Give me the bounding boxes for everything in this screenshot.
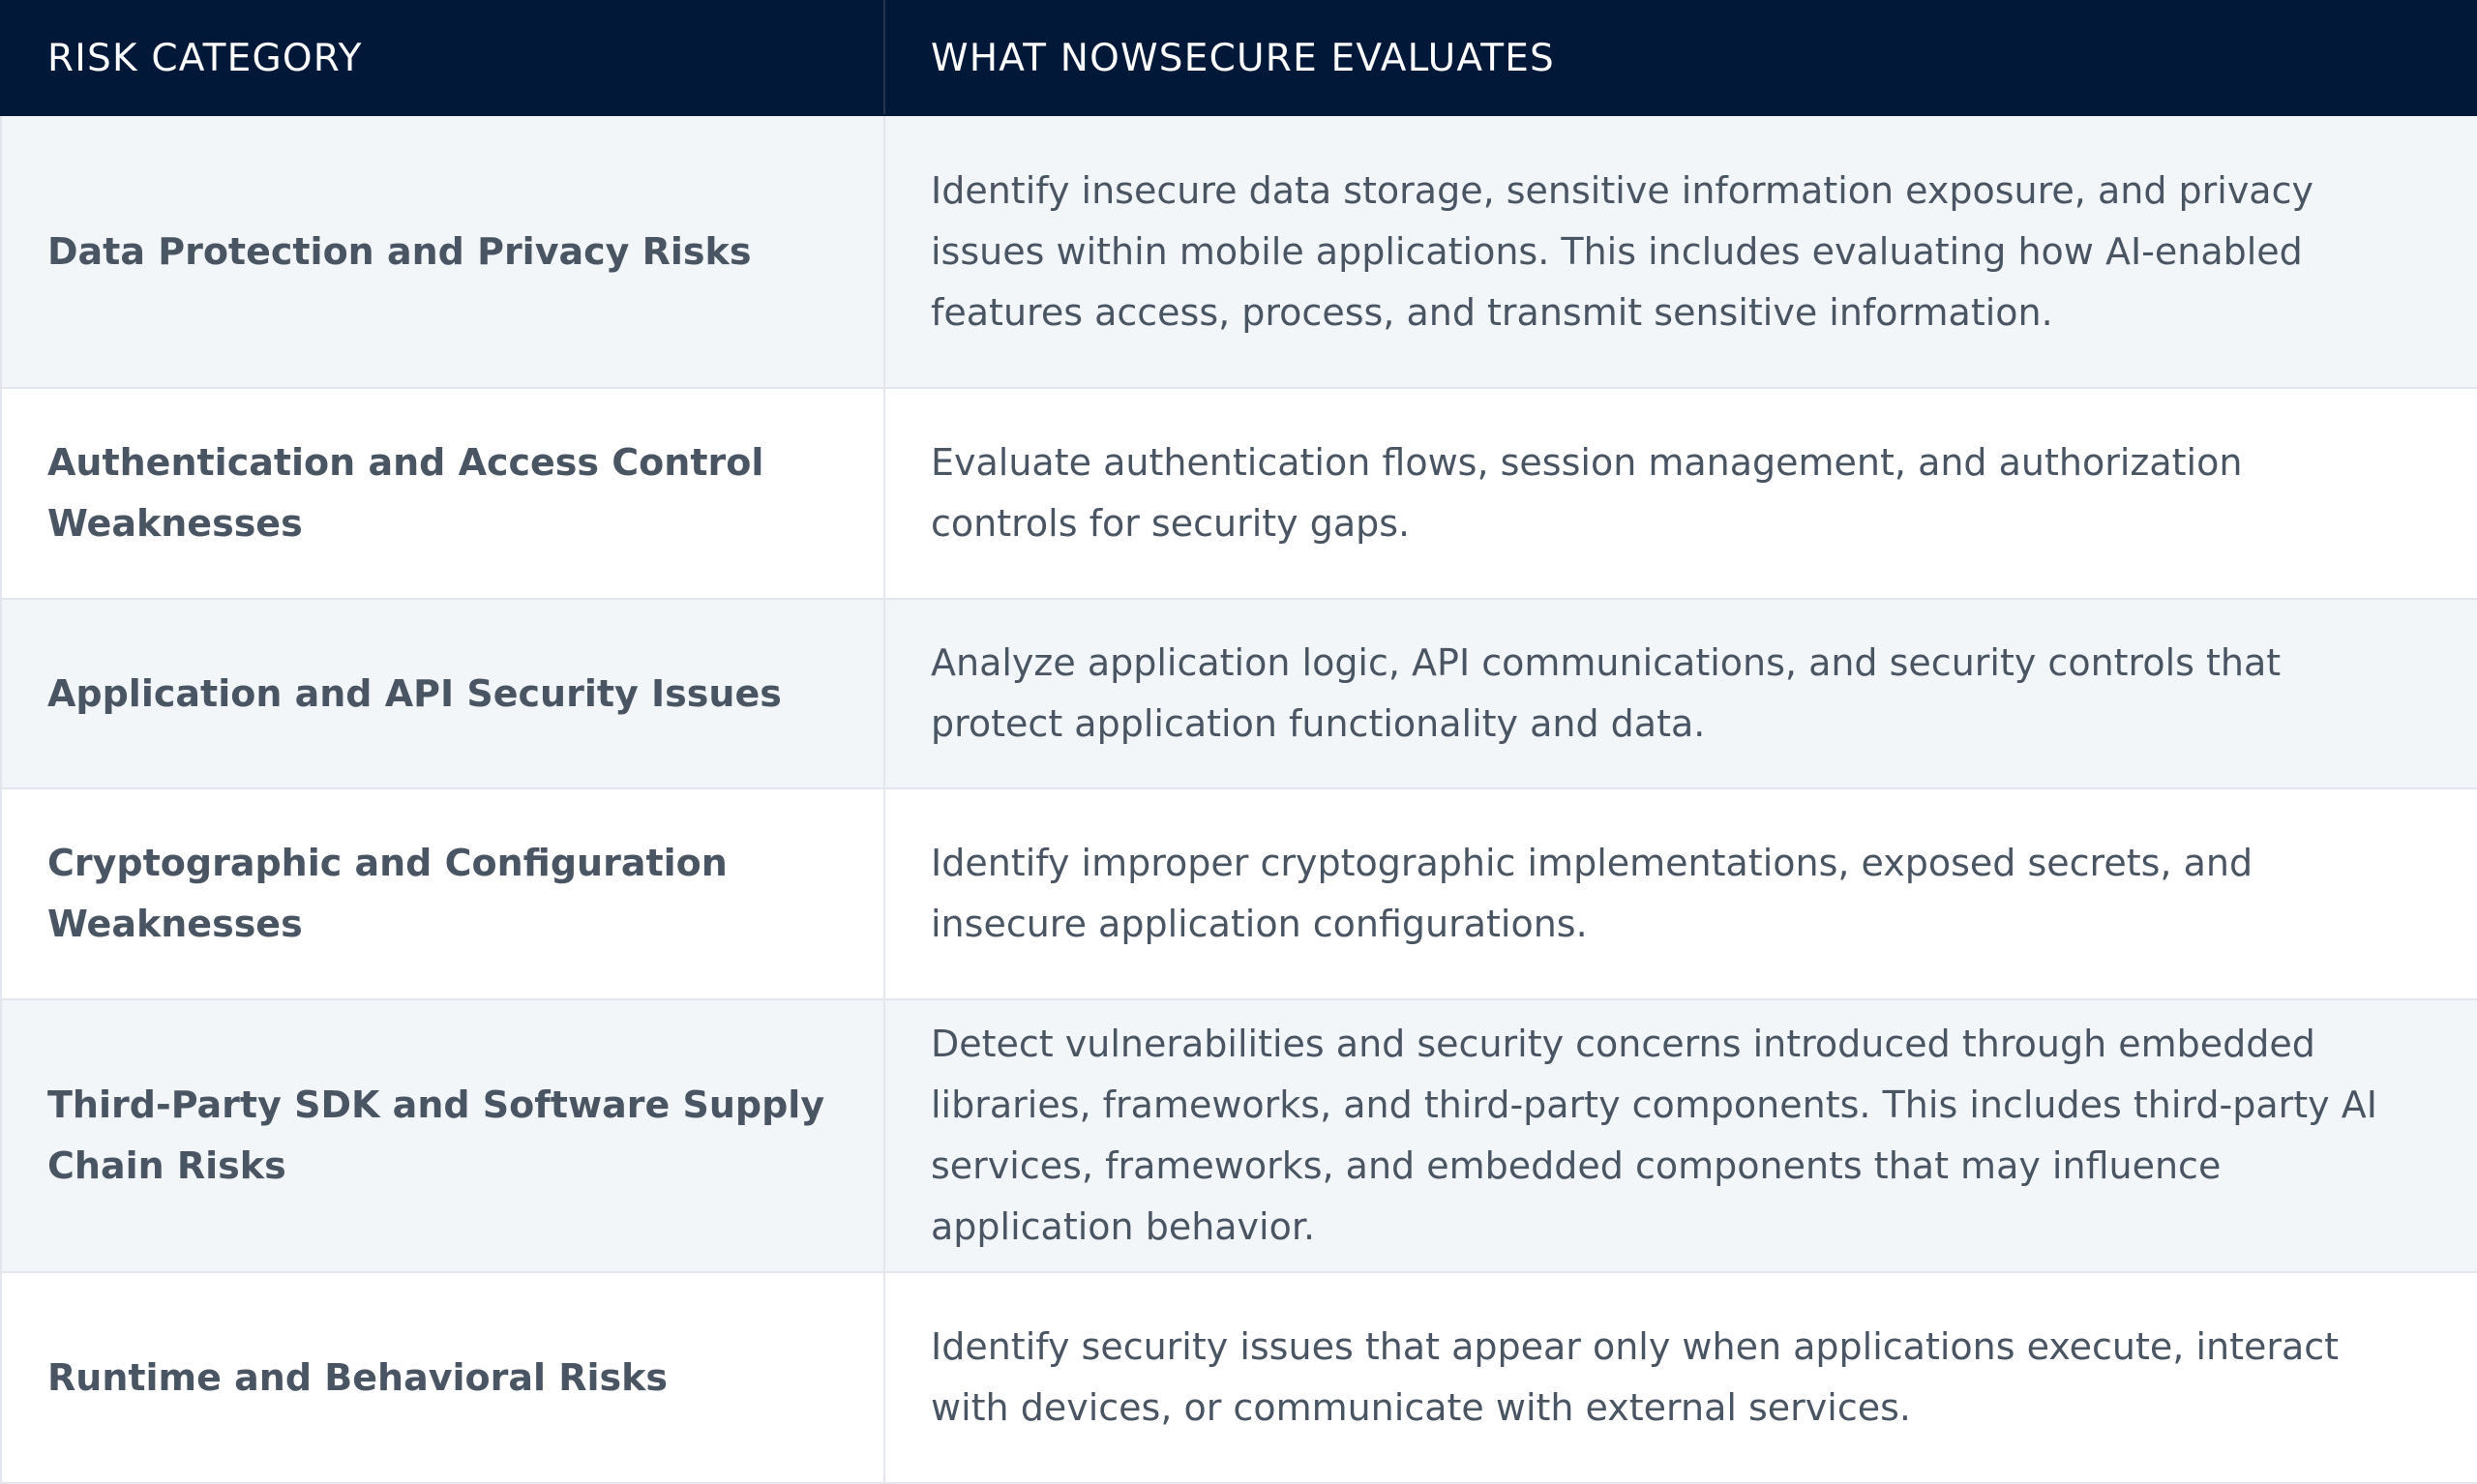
- risk-category-label: Data Protection and Privacy Risks: [47, 229, 752, 273]
- risk-category-cell: [1, 1272, 884, 1483]
- table-row: [1, 1272, 2477, 1483]
- evaluation-text: Detect vulnerabilities and security concerns introduced through embedded libraries, frameworks, and third-party components. This includes third-party AI services, frameworks, and embedded components that may influence application behavior.: [931, 1023, 2377, 1248]
- evaluation-cell: [884, 115, 2477, 388]
- risk-category-cell: [1, 788, 884, 999]
- table-row: [1, 115, 2477, 388]
- header-risk-category: RISK CATEGORY: [1, 1, 884, 115]
- header-what-nowsecure-evaluates: WHAT NOWSECURE EVALUATES: [884, 1, 2477, 115]
- risk-category-label: Third-Party SDK and Software Supply Chain Risks: [47, 1083, 825, 1187]
- evaluation-text: Analyze application logic, API communications, and security controls that protect application functionality and data.: [931, 641, 2282, 745]
- risk-category-cell: [1, 115, 884, 388]
- risk-category-cell: [1, 388, 884, 599]
- risk-category-label: Authentication and Access Control Weaknesses: [47, 441, 764, 545]
- table-row: [1, 999, 2477, 1272]
- evaluation-cell: [884, 599, 2477, 788]
- evaluation-text: Identify improper cryptographic implementations, exposed secrets, and insecure application configurations.: [931, 842, 2253, 945]
- evaluation-cell: [884, 1272, 2477, 1483]
- risk-category-label: Cryptographic and Configuration Weaknesses: [47, 842, 728, 945]
- evaluation-cell: [884, 788, 2477, 999]
- evaluation-text: Identify insecure data storage, sensitive information exposure, and privacy issues within mobile applications. This includes evaluating how AI-enabled features access, process, and transmit sensitive information.: [931, 168, 2313, 334]
- table-row: [1, 388, 2477, 599]
- table-body: [1, 115, 2477, 1483]
- evaluation-text: Evaluate authentication flows, session management, and authorization controls for security gaps.: [931, 441, 2243, 545]
- evaluation-text: Identify security issues that appear only when applications execute, interact with devices, or communicate with external services.: [931, 1325, 2340, 1429]
- risk-category-cell: [1, 999, 884, 1272]
- evaluation-cell: [884, 999, 2477, 1272]
- risk-category-label: Runtime and Behavioral Risks: [47, 1355, 669, 1399]
- risk-category-cell: [1, 599, 884, 788]
- risk-category-label: Application and API Security Issues: [47, 671, 782, 715]
- table-header: [1, 1, 2477, 115]
- header-row: [1, 1, 2477, 115]
- table-row: [1, 788, 2477, 999]
- table-row: [1, 599, 2477, 788]
- evaluation-cell: [884, 388, 2477, 599]
